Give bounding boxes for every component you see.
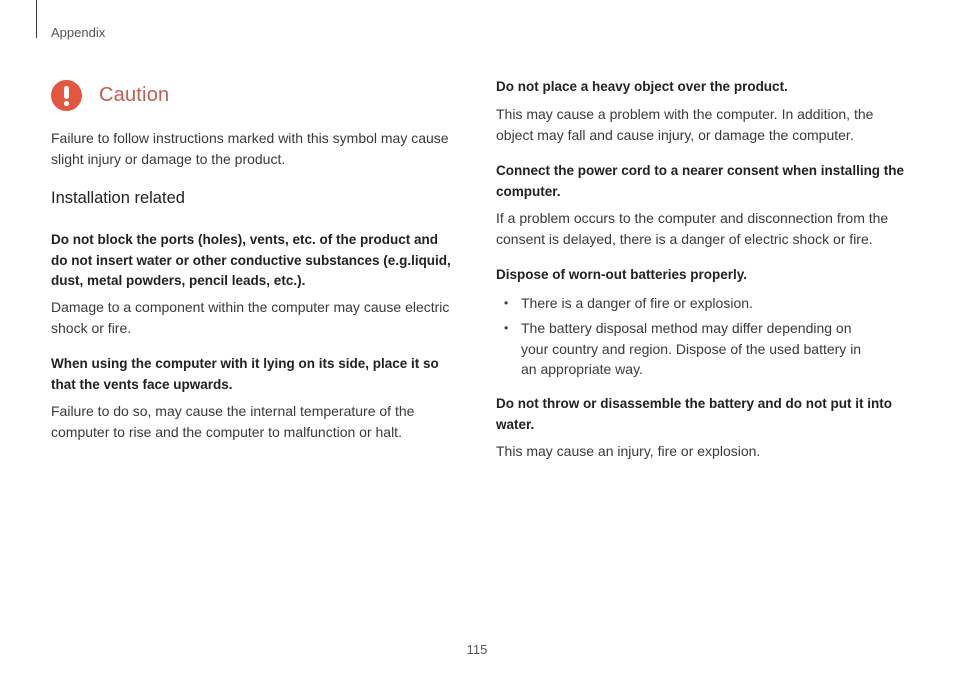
list-item	[504, 318, 879, 380]
installation-heading: Installation related	[51, 189, 185, 207]
right-item-1-title: Do not place a heavy object over the product.	[496, 79, 788, 94]
right-item-2-title: Connect the power cord to a nearer consent when installing the computer.	[496, 163, 905, 199]
bullet-text: The battery disposal method may differ depending on your country and region. Dispose of the used battery in an appropriate way.	[521, 320, 862, 377]
page-number: 115	[466, 642, 488, 657]
bullet-text: There is a danger of fire or explosion.	[521, 295, 753, 311]
left-item-1-body: Damage to a component within the computer may cause electric shock or fire.	[51, 299, 450, 336]
header-rule	[36, 0, 37, 38]
left-item-1-title: Do not block the ports (holes), vents, etc. of the product and do not insert water or other conductive substances (e.g.liquid, dust, metal powders, pencil leads, etc.).	[51, 232, 451, 288]
list-item	[504, 293, 899, 314]
caution-intro: Failure to follow instructions marked with this symbol may cause slight injury or damage to the product.	[51, 130, 449, 167]
right-item-4-body: This may cause an injury, fire or explosion.	[496, 443, 761, 459]
left-item-2-title: When using the computer with it lying on its side, place it so that the vents face upwards.	[51, 356, 439, 392]
caution-header	[51, 80, 169, 111]
right-item-3-title: Dispose of worn-out batteries properly.	[496, 267, 748, 282]
right-item-2-body: If a problem occurs to the computer and disconnection from the consent is delayed, there is a danger of electric shock or fire.	[496, 210, 889, 247]
bullet-dot: •	[504, 321, 509, 335]
left-item-2-body: Failure to do so, may cause the internal temperature of the computer to rise and the computer to malfunction or halt.	[51, 403, 415, 440]
right-item-1-body: This may cause a problem with the computer. In addition, the object may fall and cause injury, or damage the computer.	[496, 106, 874, 143]
bullet-dot: •	[504, 296, 509, 310]
caution-title: Caution	[99, 84, 170, 106]
right-item-4-title: Do not throw or disassemble the battery and do not put it into water.	[496, 396, 893, 432]
section-label: Appendix	[51, 25, 106, 40]
caution-icon	[51, 80, 82, 111]
